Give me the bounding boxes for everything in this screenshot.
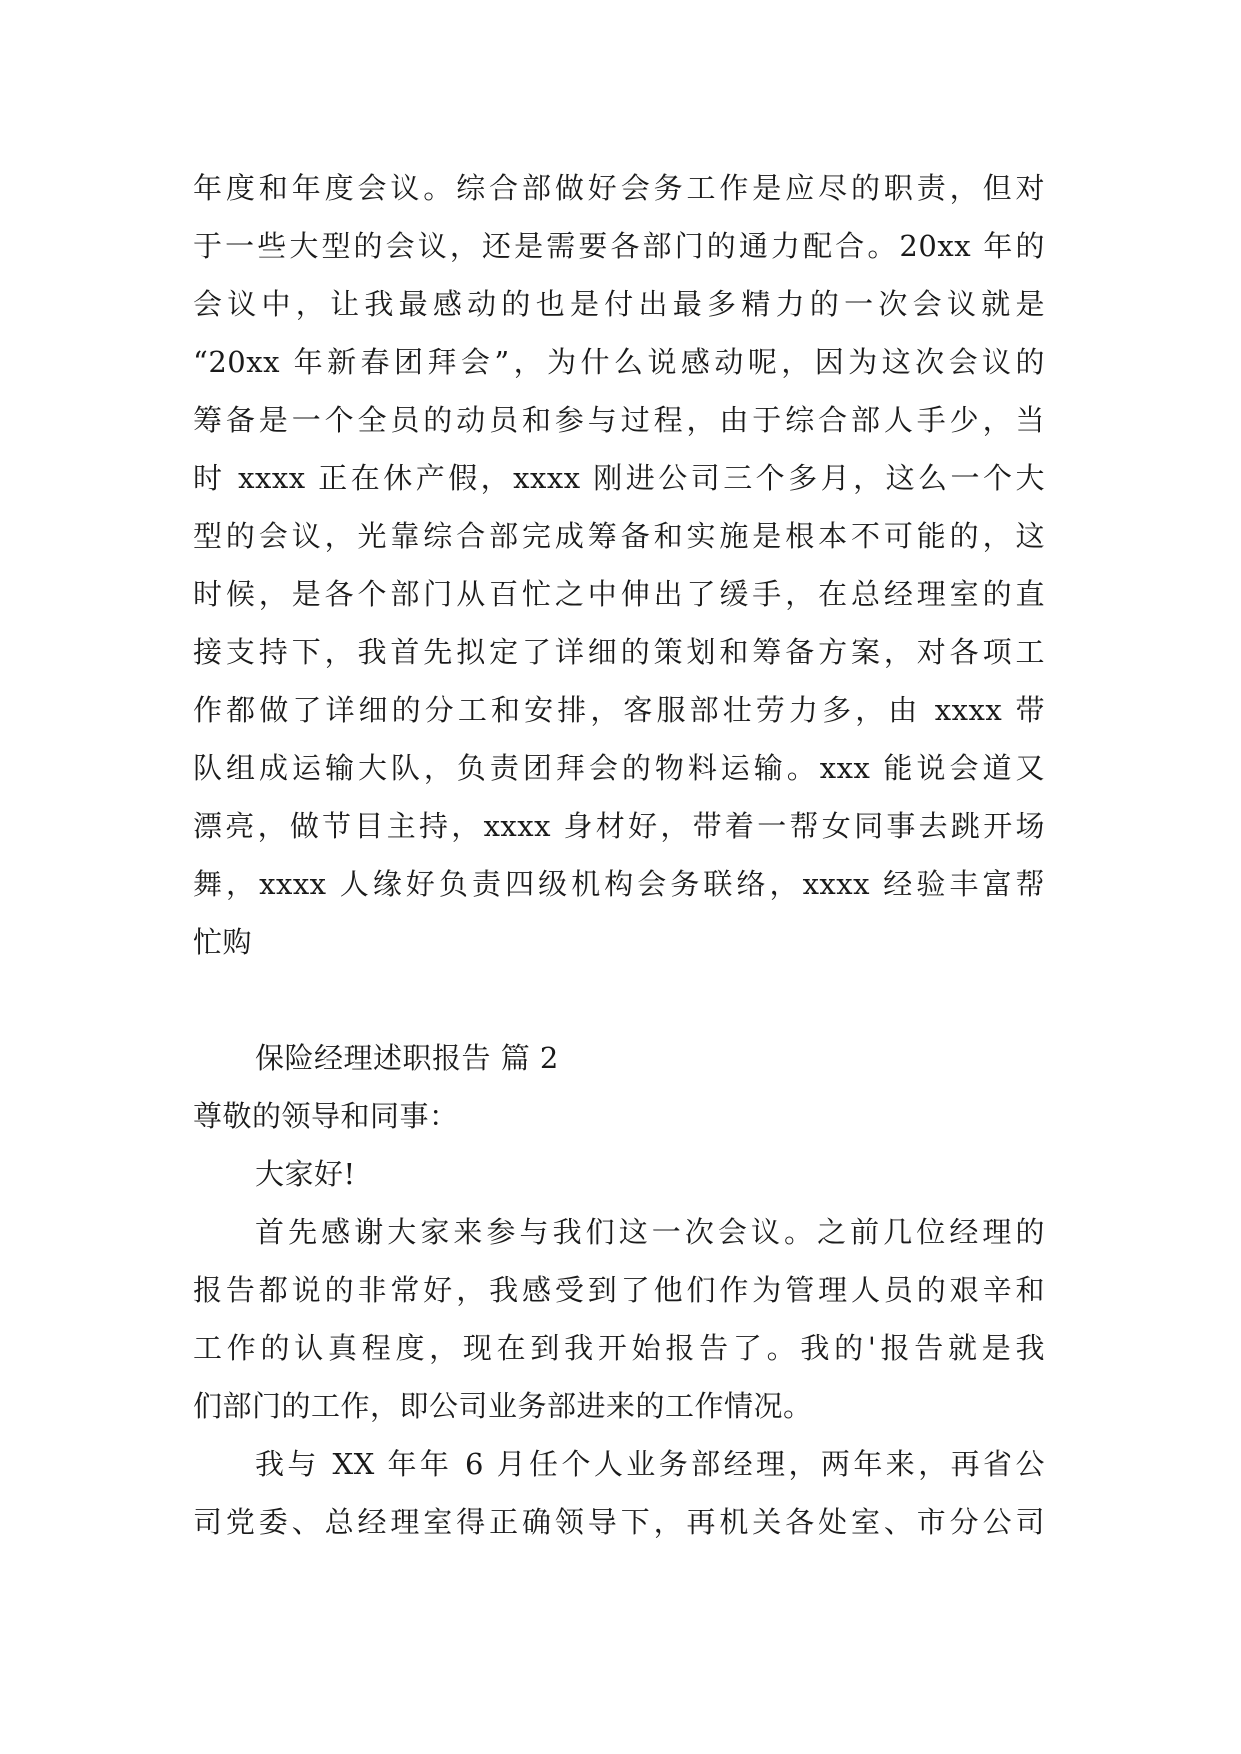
text-line: 时候，是各个部门从百忙之中伸出了缓手，在总经理室的直	[193, 577, 1045, 611]
section-title: 保险经理述职报告 篇 2	[255, 1041, 559, 1075]
text-line: 舞，xxxx 人缘好负责四级机构会务联络，xxxx 经验丰富帮	[193, 867, 1045, 901]
salutation: 尊敬的领导和同事：	[193, 1099, 459, 1133]
text-line: 们部门的工作，即公司业务部进来的工作情况。	[193, 1389, 813, 1423]
text-line: 报告都说的非常好，我感受到了他们作为管理人员的艰辛和	[193, 1273, 1045, 1307]
greeting: 大家好!	[255, 1157, 356, 1191]
text-line: 作都做了详细的分工和安排，客服部壮劳力多，由 xxxx 带	[193, 693, 1045, 727]
text-line: 首先感谢大家来参与我们这一次会议。之前几位经理的	[255, 1215, 1045, 1249]
text-line: 工作的认真程度，现在到我开始报告了。我的'报告就是我	[193, 1331, 1045, 1365]
text-line: 型的会议，光靠综合部完成筹备和实施是根本不可能的，这	[193, 519, 1045, 553]
text-line: 队组成运输大队，负责团拜会的物料运输。xxx 能说会道又	[193, 751, 1045, 785]
text-line: 忙购	[193, 925, 253, 959]
text-line: 接支持下，我首先拟定了详细的策划和筹备方案，对各项工	[193, 635, 1045, 669]
text-line: 年度和年度会议。综合部做好会务工作是应尽的职责，但对	[193, 171, 1045, 205]
text-line: 司党委、总经理室得正确领导下，再机关各处室、市分公司	[193, 1505, 1045, 1539]
text-line: 会议中，让我最感动的也是付出最多精力的一次会议就是	[193, 287, 1045, 321]
text-line: “20xx 年新春团拜会”，为什么说感动呢，因为这次会议的	[193, 345, 1045, 379]
text-line: 筹备是一个全员的动员和参与过程，由于综合部人手少，当	[193, 403, 1045, 437]
text-line: 漂亮，做节目主持，xxxx 身材好，带着一帮女同事去跳开场	[193, 809, 1045, 843]
text-line: 时 xxxx 正在休产假，xxxx 刚进公司三个多月，这么一个大	[193, 461, 1045, 495]
text-line: 我与 XX 年年 6 月任个人业务部经理，两年来，再省公	[255, 1447, 1045, 1481]
text-line: 于一些大型的会议，还是需要各部门的通力配合。20xx 年的	[193, 229, 1045, 263]
